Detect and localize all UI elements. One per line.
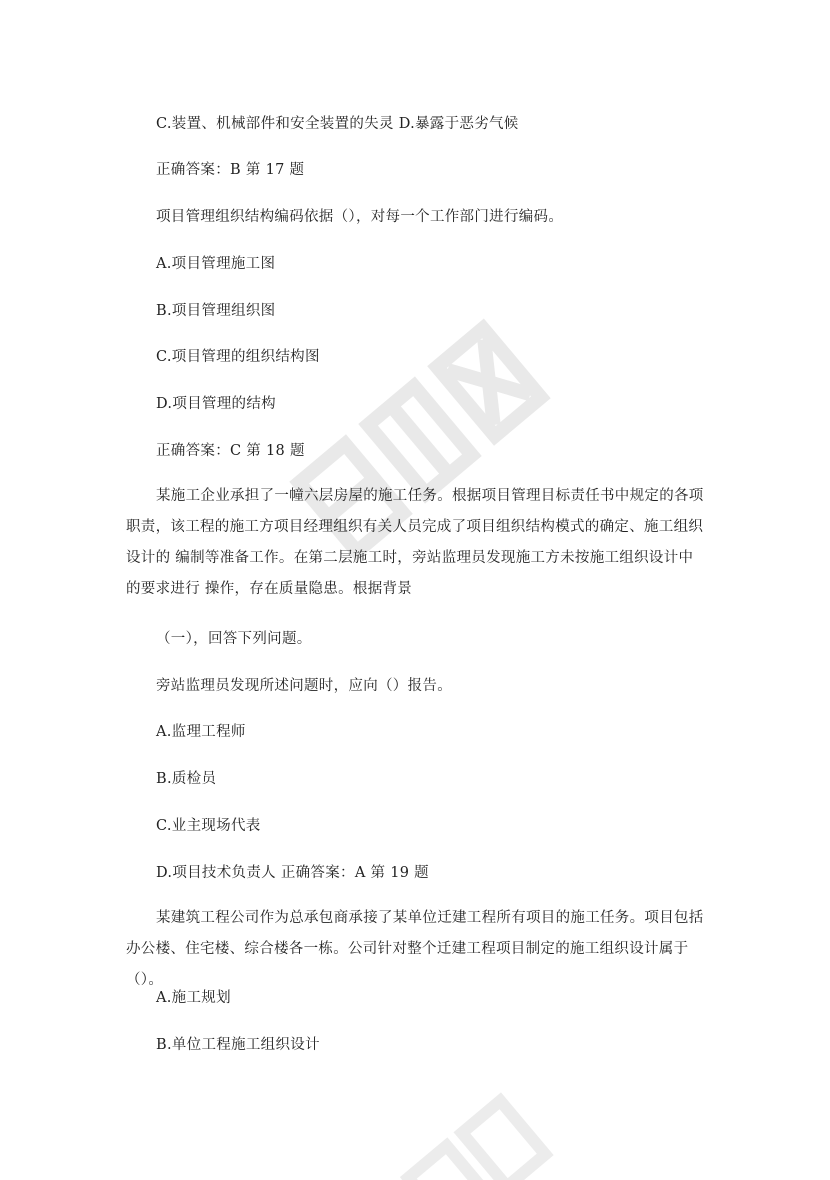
question-18-background: 某施工企业承担了一幢六层房屋的施工任务。根据项目管理目标责任书中规定的各项职责，该工程的施工方项目经理组织有关人员完成了项目组织结构模式的确定、施工组织设计的 编制等准备工作。在第二层施工时，旁站监理员发现施工方未按施工组织设计中的要求进行 操作，存在质量隐患。根据背景 [126,488,704,597]
question-19: 某建筑工程公司作为总承包商承接了某单位迁建工程所有项目的施工任务。项目包括办公楼、住宅楼、综合楼各一栋。公司针对整个迁建工程项目制定的施工组织设计属于（）。 [126,910,704,988]
answer-line-q17: 正确答案：B 第 17 题 [156,162,305,178]
option-a-q19: A.施工规划 [156,990,231,1006]
question-17: 项目管理组织结构编码依据（），对每一个工作部门进行编码。 [156,209,564,225]
question-18: 旁站监理员发现所述问题时，应向（）报告。 [156,678,452,694]
option-a-q18: A.监理工程师 [156,724,246,740]
option-b-q19: B.单位工程施工组织设计 [156,1037,320,1053]
sub-question-header: （一），回答下列问题。 [156,631,312,647]
watermark-fragment-icon [380,1070,580,1180]
option-c-q18: C.业主现场代表 [156,818,261,834]
answer-line-q19: D.项目技术负责人 正确答案：A 第 19 题 [156,865,429,881]
option-c-q16: C.装置、机械部件和安全装置的失灵 D.暴露于恶劣气候 [156,116,519,132]
option-a-q17: A.项目管理施工图 [156,256,276,272]
option-b-q18: B.质检员 [156,771,217,787]
answer-line-q18: 正确答案：C 第 18 题 [156,443,305,459]
option-c-q17: C.项目管理的组织结构图 [156,349,320,365]
option-d-q17: D.项目管理的结构 [156,396,276,412]
option-b-q17: B.项目管理组织图 [156,303,276,319]
